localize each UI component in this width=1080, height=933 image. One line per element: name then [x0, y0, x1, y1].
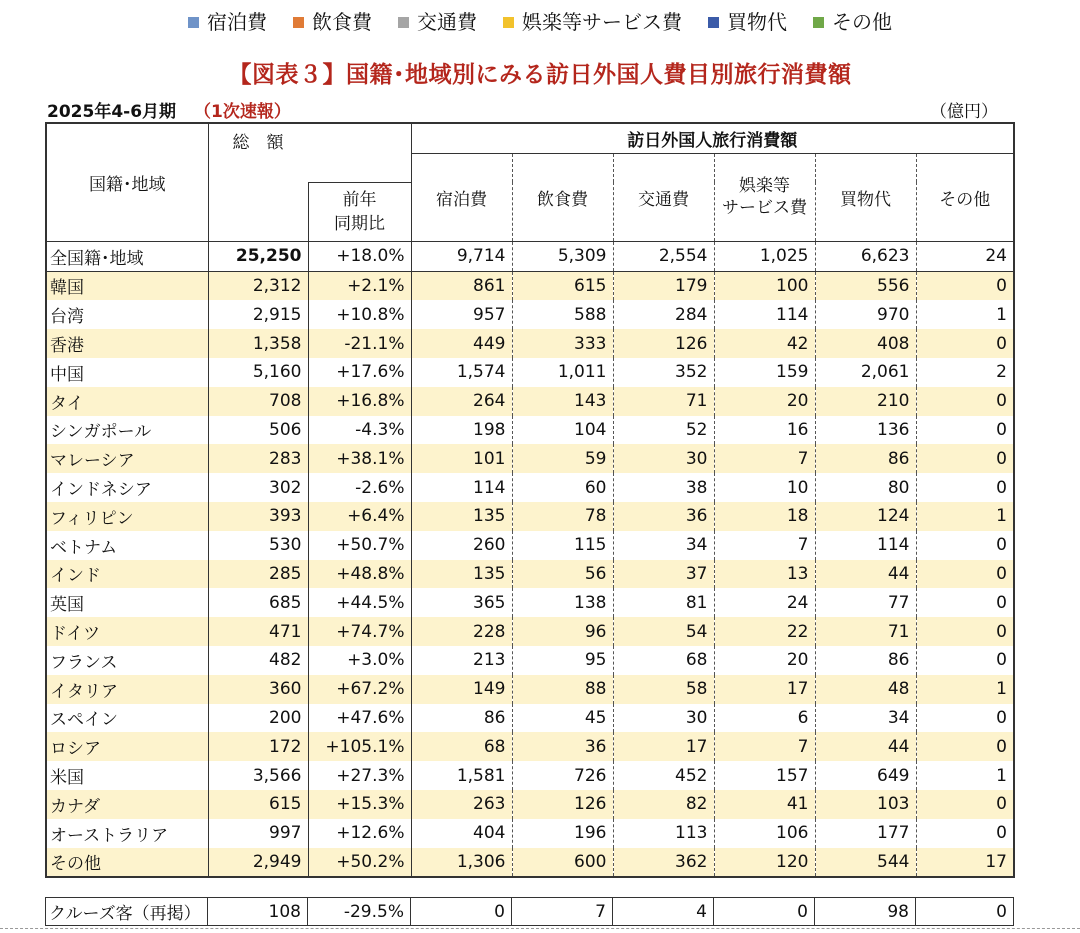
cell-entertainment: 16	[714, 416, 815, 445]
header-food: 飲食費	[512, 153, 613, 241]
cell-food: 143	[512, 387, 613, 416]
table-row	[46, 271, 1014, 300]
cell-region: 中国	[50, 364, 84, 385]
cruise-cell-yoy: -29.5%	[308, 898, 411, 926]
cell-entertainment: 120	[714, 848, 815, 878]
cell-entertainment: 17	[714, 675, 815, 704]
cell-food: 588	[512, 300, 613, 329]
cell-total: 3,566	[208, 761, 308, 790]
legend-swatch	[813, 17, 824, 28]
bottom-divider	[0, 928, 1080, 929]
cell-yoy: +38.1%	[308, 444, 411, 473]
cell-shopping: 544	[815, 848, 916, 878]
cell-other: 0	[916, 387, 1014, 416]
cell-lodging: 264	[411, 387, 512, 416]
cell-transport: 82	[613, 790, 714, 819]
cell-other: 1	[916, 300, 1014, 329]
cell-yoy: -2.6%	[308, 473, 411, 502]
cell-transport: 30	[613, 444, 714, 473]
cell-yoy: +15.3%	[308, 790, 411, 819]
header-other: その他	[916, 153, 1014, 241]
cell-food: 45	[512, 704, 613, 733]
cell-total: 685	[208, 588, 308, 617]
cell-other: 0	[916, 531, 1014, 560]
cell-yoy: +44.5%	[308, 588, 411, 617]
cell-other: 0	[916, 416, 1014, 445]
cell-entertainment: 41	[714, 790, 815, 819]
cell-region: カナダ	[46, 790, 208, 819]
period: 2025年4-6月期	[47, 102, 177, 122]
cell-yoy: +74.7%	[308, 617, 411, 646]
cell-shopping: 77	[815, 588, 916, 617]
cell-shopping: 6,623	[815, 241, 916, 271]
cell-transport: 54	[613, 617, 714, 646]
cell-food: 5,309	[512, 241, 613, 271]
cell-entertainment: 10	[714, 473, 815, 502]
table-row	[46, 473, 1014, 502]
cell-entertainment: 114	[714, 300, 815, 329]
cell-other: 0	[916, 704, 1014, 733]
legend-swatch	[398, 17, 409, 28]
cell-transport: 362	[613, 848, 714, 878]
legend-label: 買物代	[727, 10, 787, 34]
cell-lodging: 101	[411, 444, 512, 473]
cell-yoy: -4.3%	[308, 416, 411, 445]
legend-label: 宿泊費	[207, 10, 267, 34]
cell-transport: 30	[613, 704, 714, 733]
cell-total: 2,312	[208, 271, 308, 300]
header-transport: 交通費	[613, 153, 714, 241]
cell-entertainment: 42	[714, 329, 815, 358]
cell-total: 2,949	[208, 848, 308, 878]
cell-shopping: 34	[815, 704, 916, 733]
cruise-cell-transport: 4	[613, 898, 714, 926]
table-row	[46, 848, 1014, 878]
header-yoy-line1: 前年	[342, 189, 377, 210]
cell-yoy: +6.4%	[308, 502, 411, 531]
table-row	[46, 329, 1014, 358]
cell-shopping: 114	[815, 531, 916, 560]
legend-item	[398, 8, 477, 36]
cell-total: 200	[208, 704, 308, 733]
cell-yoy: +3.0%	[308, 646, 411, 675]
legend-swatch	[503, 17, 514, 28]
cell-yoy: +48.8%	[308, 560, 411, 589]
cell-region: インド	[46, 560, 208, 589]
cruise-cell-entertainment: 0	[714, 898, 815, 926]
period-label	[47, 97, 291, 122]
table-row	[46, 617, 1014, 646]
cell-transport: 179	[613, 271, 714, 300]
cell-transport: 113	[613, 819, 714, 848]
cell-region: ロシア	[46, 732, 208, 761]
cell-transport: 58	[613, 675, 714, 704]
cell-total: 360	[208, 675, 308, 704]
cell-other: 1	[916, 761, 1014, 790]
legend-label: 飲食費	[312, 10, 372, 34]
cell-yoy: +67.2%	[308, 675, 411, 704]
cell-transport: 36	[613, 502, 714, 531]
cell-total: 708	[208, 387, 308, 416]
cell-lodging: 1,574	[411, 358, 512, 387]
cell-yoy: +27.3%	[308, 761, 411, 790]
cell-lodging: 213	[411, 646, 512, 675]
cell-entertainment: 7	[714, 732, 815, 761]
cell-region: スペイン	[50, 710, 118, 731]
cell-yoy: +10.8%	[308, 300, 411, 329]
cell-transport: 37	[613, 560, 714, 589]
cell-food: 1,011	[512, 358, 613, 387]
table-row	[46, 675, 1014, 704]
cell-region: 韓国	[46, 271, 208, 300]
table-row	[46, 732, 1014, 761]
cell-food: 726	[512, 761, 613, 790]
header-yoy-line2: 同期比	[334, 213, 385, 234]
cell-transport: 38	[613, 473, 714, 502]
cell-yoy: +2.1%	[308, 271, 411, 300]
cruise-cell-shopping: 98	[815, 898, 916, 926]
cell-lodging: 861	[411, 271, 512, 300]
cell-entertainment: 157	[714, 761, 815, 790]
cell-shopping: 649	[815, 761, 916, 790]
cell-region: インドネシア	[50, 480, 152, 501]
legend-label: 交通費	[417, 10, 477, 34]
cell-region: フランス	[50, 652, 118, 673]
header-entertainment-line1: 娯楽等	[739, 176, 790, 197]
cruise-cell-lodging: 0	[411, 898, 512, 926]
cell-transport: 284	[613, 300, 714, 329]
cell-region: 台湾	[50, 307, 84, 328]
cell-other: 0	[916, 588, 1014, 617]
cell-region: オーストラリア	[50, 825, 169, 846]
cell-food: 138	[512, 588, 613, 617]
cell-yoy: +17.6%	[308, 358, 411, 387]
cell-transport: 126	[613, 329, 714, 358]
cell-other: 0	[916, 819, 1014, 848]
cell-yoy: -21.1%	[308, 329, 411, 358]
cell-transport: 71	[613, 387, 714, 416]
cell-food: 600	[512, 848, 613, 878]
table-row	[46, 444, 1014, 473]
cell-transport: 17	[613, 732, 714, 761]
table-row	[46, 241, 1014, 271]
cell-total: 393	[208, 502, 308, 531]
cruise-cell-region: クルーズ客（再掲）	[46, 898, 208, 926]
header-total-label: 総 額	[232, 133, 284, 153]
cell-total: 285	[208, 560, 308, 589]
legend-item	[503, 8, 682, 36]
cell-transport: 81	[613, 588, 714, 617]
cell-shopping: 136	[815, 416, 916, 445]
cell-transport: 452	[613, 761, 714, 790]
unit-label: （億円）	[930, 102, 998, 122]
cell-other: 2	[916, 358, 1014, 387]
cell-food: 333	[512, 329, 613, 358]
cell-region: 米国	[50, 768, 84, 789]
cruise-table	[45, 897, 1014, 926]
cell-entertainment: 6	[714, 704, 815, 733]
cell-region: イタリア	[46, 675, 208, 704]
cell-lodging: 260	[411, 531, 512, 560]
cell-transport: 352	[613, 358, 714, 387]
cell-shopping: 44	[815, 732, 916, 761]
legend-label: その他	[832, 10, 892, 34]
cell-other: 1	[916, 502, 1014, 531]
cell-food: 115	[512, 531, 613, 560]
cell-other: 0	[916, 790, 1014, 819]
legend	[0, 8, 1080, 36]
cell-shopping: 2,061	[815, 358, 916, 387]
cell-shopping: 556	[815, 271, 916, 300]
cell-region: タイ	[46, 387, 208, 416]
table-row	[46, 819, 1014, 848]
cell-other: 0	[916, 329, 1014, 358]
cell-other: 1	[916, 675, 1014, 704]
header-total	[208, 123, 411, 182]
cell-region: その他	[46, 848, 208, 878]
cell-lodging: 228	[411, 617, 512, 646]
cell-total: 482	[208, 646, 308, 675]
cell-shopping: 80	[815, 473, 916, 502]
cell-lodging: 149	[411, 675, 512, 704]
cell-lodging: 1,581	[411, 761, 512, 790]
cruise-row	[46, 898, 1014, 926]
header-yoy	[308, 182, 411, 241]
cell-lodging: 9,714	[411, 241, 512, 271]
cell-other: 0	[916, 617, 1014, 646]
header-lodging: 宿泊費	[411, 153, 512, 241]
cell-lodging: 114	[411, 473, 512, 502]
cell-shopping: 44	[815, 560, 916, 589]
cell-shopping: 103	[815, 790, 916, 819]
cell-yoy: +16.8%	[308, 387, 411, 416]
legend-label: 娯楽等サービス費	[522, 10, 682, 34]
cell-entertainment: 106	[714, 819, 815, 848]
cell-total: 530	[208, 531, 308, 560]
cell-lodging: 404	[411, 819, 512, 848]
cell-entertainment: 18	[714, 502, 815, 531]
cruise-cell-total: 108	[208, 898, 308, 926]
spending-table	[45, 122, 1015, 878]
cell-other: 24	[916, 241, 1014, 271]
header-shopping: 買物代	[815, 153, 916, 241]
cell-region: ドイツ	[46, 617, 208, 646]
cell-total: 471	[208, 617, 308, 646]
legend-item	[188, 8, 267, 36]
table-row	[46, 588, 1014, 617]
cell-entertainment: 13	[714, 560, 815, 589]
cell-region: ベトナム	[50, 537, 118, 558]
cell-lodging: 957	[411, 300, 512, 329]
cell-total: 1,358	[208, 329, 308, 358]
cell-lodging: 86	[411, 704, 512, 733]
cell-food: 78	[512, 502, 613, 531]
table-row	[46, 358, 1014, 387]
cell-total: 172	[208, 732, 308, 761]
table-row	[46, 761, 1014, 790]
cell-total: 5,160	[208, 358, 308, 387]
table-row	[46, 531, 1014, 560]
table-row	[46, 560, 1014, 589]
cruise-cell-other: 0	[916, 898, 1014, 926]
cell-food: 196	[512, 819, 613, 848]
cell-lodging: 68	[411, 732, 512, 761]
cell-entertainment: 7	[714, 444, 815, 473]
cell-yoy: +18.0%	[308, 241, 411, 271]
cell-total: 25,250	[208, 241, 308, 271]
legend-swatch	[188, 17, 199, 28]
cell-other: 0	[916, 444, 1014, 473]
cell-entertainment: 100	[714, 271, 815, 300]
cell-total: 997	[208, 819, 308, 848]
cell-region: 香港	[46, 329, 208, 358]
cell-lodging: 449	[411, 329, 512, 358]
cruise-cell-food: 7	[512, 898, 613, 926]
cell-yoy: +105.1%	[308, 732, 411, 761]
cell-food: 95	[512, 646, 613, 675]
release-status: （1次速報）	[194, 102, 291, 122]
cell-lodging: 135	[411, 560, 512, 589]
cell-other: 0	[916, 646, 1014, 675]
cell-shopping: 408	[815, 329, 916, 358]
cell-lodging: 135	[411, 502, 512, 531]
table-row	[46, 646, 1014, 675]
legend-item	[293, 8, 372, 36]
cell-transport: 52	[613, 416, 714, 445]
cell-yoy: +50.7%	[308, 531, 411, 560]
cell-other: 17	[916, 848, 1014, 878]
cell-food: 36	[512, 732, 613, 761]
cell-shopping: 48	[815, 675, 916, 704]
cell-shopping: 86	[815, 646, 916, 675]
cell-region: 全国籍･地域	[46, 241, 208, 271]
cell-lodging: 365	[411, 588, 512, 617]
cell-shopping: 177	[815, 819, 916, 848]
cell-other: 0	[916, 560, 1014, 589]
cell-lodging: 198	[411, 416, 512, 445]
cell-shopping: 86	[815, 444, 916, 473]
cell-entertainment: 1,025	[714, 241, 815, 271]
cell-entertainment: 20	[714, 387, 815, 416]
cell-entertainment: 20	[714, 646, 815, 675]
cell-entertainment: 7	[714, 531, 815, 560]
cell-food: 126	[512, 790, 613, 819]
cell-entertainment: 159	[714, 358, 815, 387]
cell-region: 英国	[50, 595, 84, 616]
cell-other: 0	[916, 732, 1014, 761]
cell-transport: 68	[613, 646, 714, 675]
cell-food: 60	[512, 473, 613, 502]
cell-transport: 34	[613, 531, 714, 560]
header-entertainment	[714, 153, 815, 241]
legend-swatch	[708, 17, 719, 28]
cell-other: 0	[916, 271, 1014, 300]
cell-food: 96	[512, 617, 613, 646]
cell-shopping: 970	[815, 300, 916, 329]
cell-total: 2,915	[208, 300, 308, 329]
cell-food: 88	[512, 675, 613, 704]
table-row	[46, 300, 1014, 329]
cell-other: 0	[916, 473, 1014, 502]
cell-region: マレーシア	[46, 444, 208, 473]
cell-total: 506	[208, 416, 308, 445]
legend-item	[813, 8, 892, 36]
cell-shopping: 210	[815, 387, 916, 416]
cell-entertainment: 24	[714, 588, 815, 617]
table-row	[46, 790, 1014, 819]
cell-yoy: +12.6%	[308, 819, 411, 848]
table-row	[46, 416, 1014, 445]
legend-item	[708, 8, 787, 36]
table-row	[46, 502, 1014, 531]
cell-shopping: 124	[815, 502, 916, 531]
cell-entertainment: 22	[714, 617, 815, 646]
cell-region: フィリピン	[46, 502, 208, 531]
cell-food: 104	[512, 416, 613, 445]
header-group: 訪日外国人旅行消費額	[411, 123, 1014, 153]
cell-total: 302	[208, 473, 308, 502]
cell-yoy: +50.2%	[308, 848, 411, 878]
cell-lodging: 263	[411, 790, 512, 819]
cell-food: 615	[512, 271, 613, 300]
cell-region: シンガポール	[50, 422, 152, 443]
cell-food: 56	[512, 560, 613, 589]
legend-swatch	[293, 17, 304, 28]
chart-title: 【図表３】国籍･地域別にみる訪日外国人費目別旅行消費額	[228, 62, 852, 88]
table-row	[46, 387, 1014, 416]
cell-transport: 2,554	[613, 241, 714, 271]
header-total-blank	[208, 182, 308, 241]
cell-lodging: 1,306	[411, 848, 512, 878]
table-row	[46, 704, 1014, 733]
cell-yoy: +47.6%	[308, 704, 411, 733]
header-entertainment-line2: サービス費	[722, 198, 807, 219]
cell-total: 615	[208, 790, 308, 819]
cell-total: 283	[208, 444, 308, 473]
header-region: 国籍･地域	[46, 123, 208, 241]
cell-shopping: 71	[815, 617, 916, 646]
cell-food: 59	[512, 444, 613, 473]
